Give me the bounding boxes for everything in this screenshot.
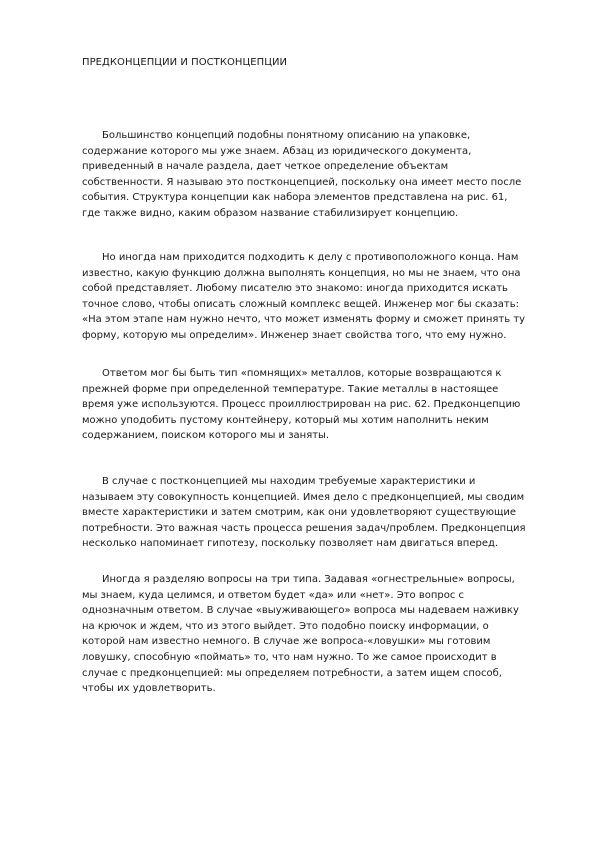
paragraph-3: Ответом мог бы быть тип «помнящих» металлов, которые возвращаются к прежней форме при определенной температуре. Такие металлы в настоящее время уже используются. Процесс проиллюстрирован на рис. 62. Предконцепцию можно уподобить пустому контейнеру, который мы хотим наполнить неким содержанием, поиском которого мы и заняты. <box>82 368 521 442</box>
paragraph-4: В случае с постконцепцией мы находим требуемые характеристики и называем эту совокупность концепцией. Имея дело с предконцепцией, мы сводим вместе характеристики и затем смотрим, как они удовлетворяют существующие потребности. Это важная часть процесса решения задач/проблем. Предконцепция несколько напоминает гипотезу, поскольку позволяет нам двигаться вперед. <box>82 476 526 550</box>
paragraph-5: Иногда я разделяю вопросы на три типа. Задавая «огнестрельные» вопросы, мы знаем, куда целимся, и ответом будет «да» или «нет». Это вопрос с однозначным ответом. В случае «выуживающего» вопроса мы надеваем наживку на крючок и ждем, что из этого выйдет. Это подобно поиску информации, о которой нам известно немного. В случае же вопроса-«ловушки» мы готовим ловушку, способную «поймать» то, что нам нужно. То же самое происходит в случае с предконцепцией: мы определяем потребности, а затем ищем способ, чтобы их удовлетворить. <box>82 574 519 695</box>
page-title: ПРЕДКОНЦЕПЦИИ И ПОСТКОНЦЕПЦИИ <box>82 57 288 68</box>
paragraph-1: Большинство концепций подобны понятному описанию на упаковке, содержание которого мы уже знаем. Абзац из юридического документа, приведенный в начале раздела, дает четкое определение объектам собственности. Я называю это постконцепцией, поскольку она имеет место после события. Структура концепции как набора элементов представлена на рис. 61, где также видно, каким образом название стабилизирует концепцию. <box>82 130 522 219</box>
paragraph-2: Но иногда нам приходится подходить к делу с противоположного конца. Нам известно, какую функцию должна выполнять концепция, но мы не знаем, что она собой представляет. Любому писателю это знакомо: иногда приходится искать точное слово, чтобы описать сложный комплекс вещей. Инженер мог бы сказать: «На этом этапе нам нужно нечто, что может изменять форму и сможет принять ту форму, которую мы определим». Инженер знает свойства того, что ему нужно. <box>82 252 526 341</box>
